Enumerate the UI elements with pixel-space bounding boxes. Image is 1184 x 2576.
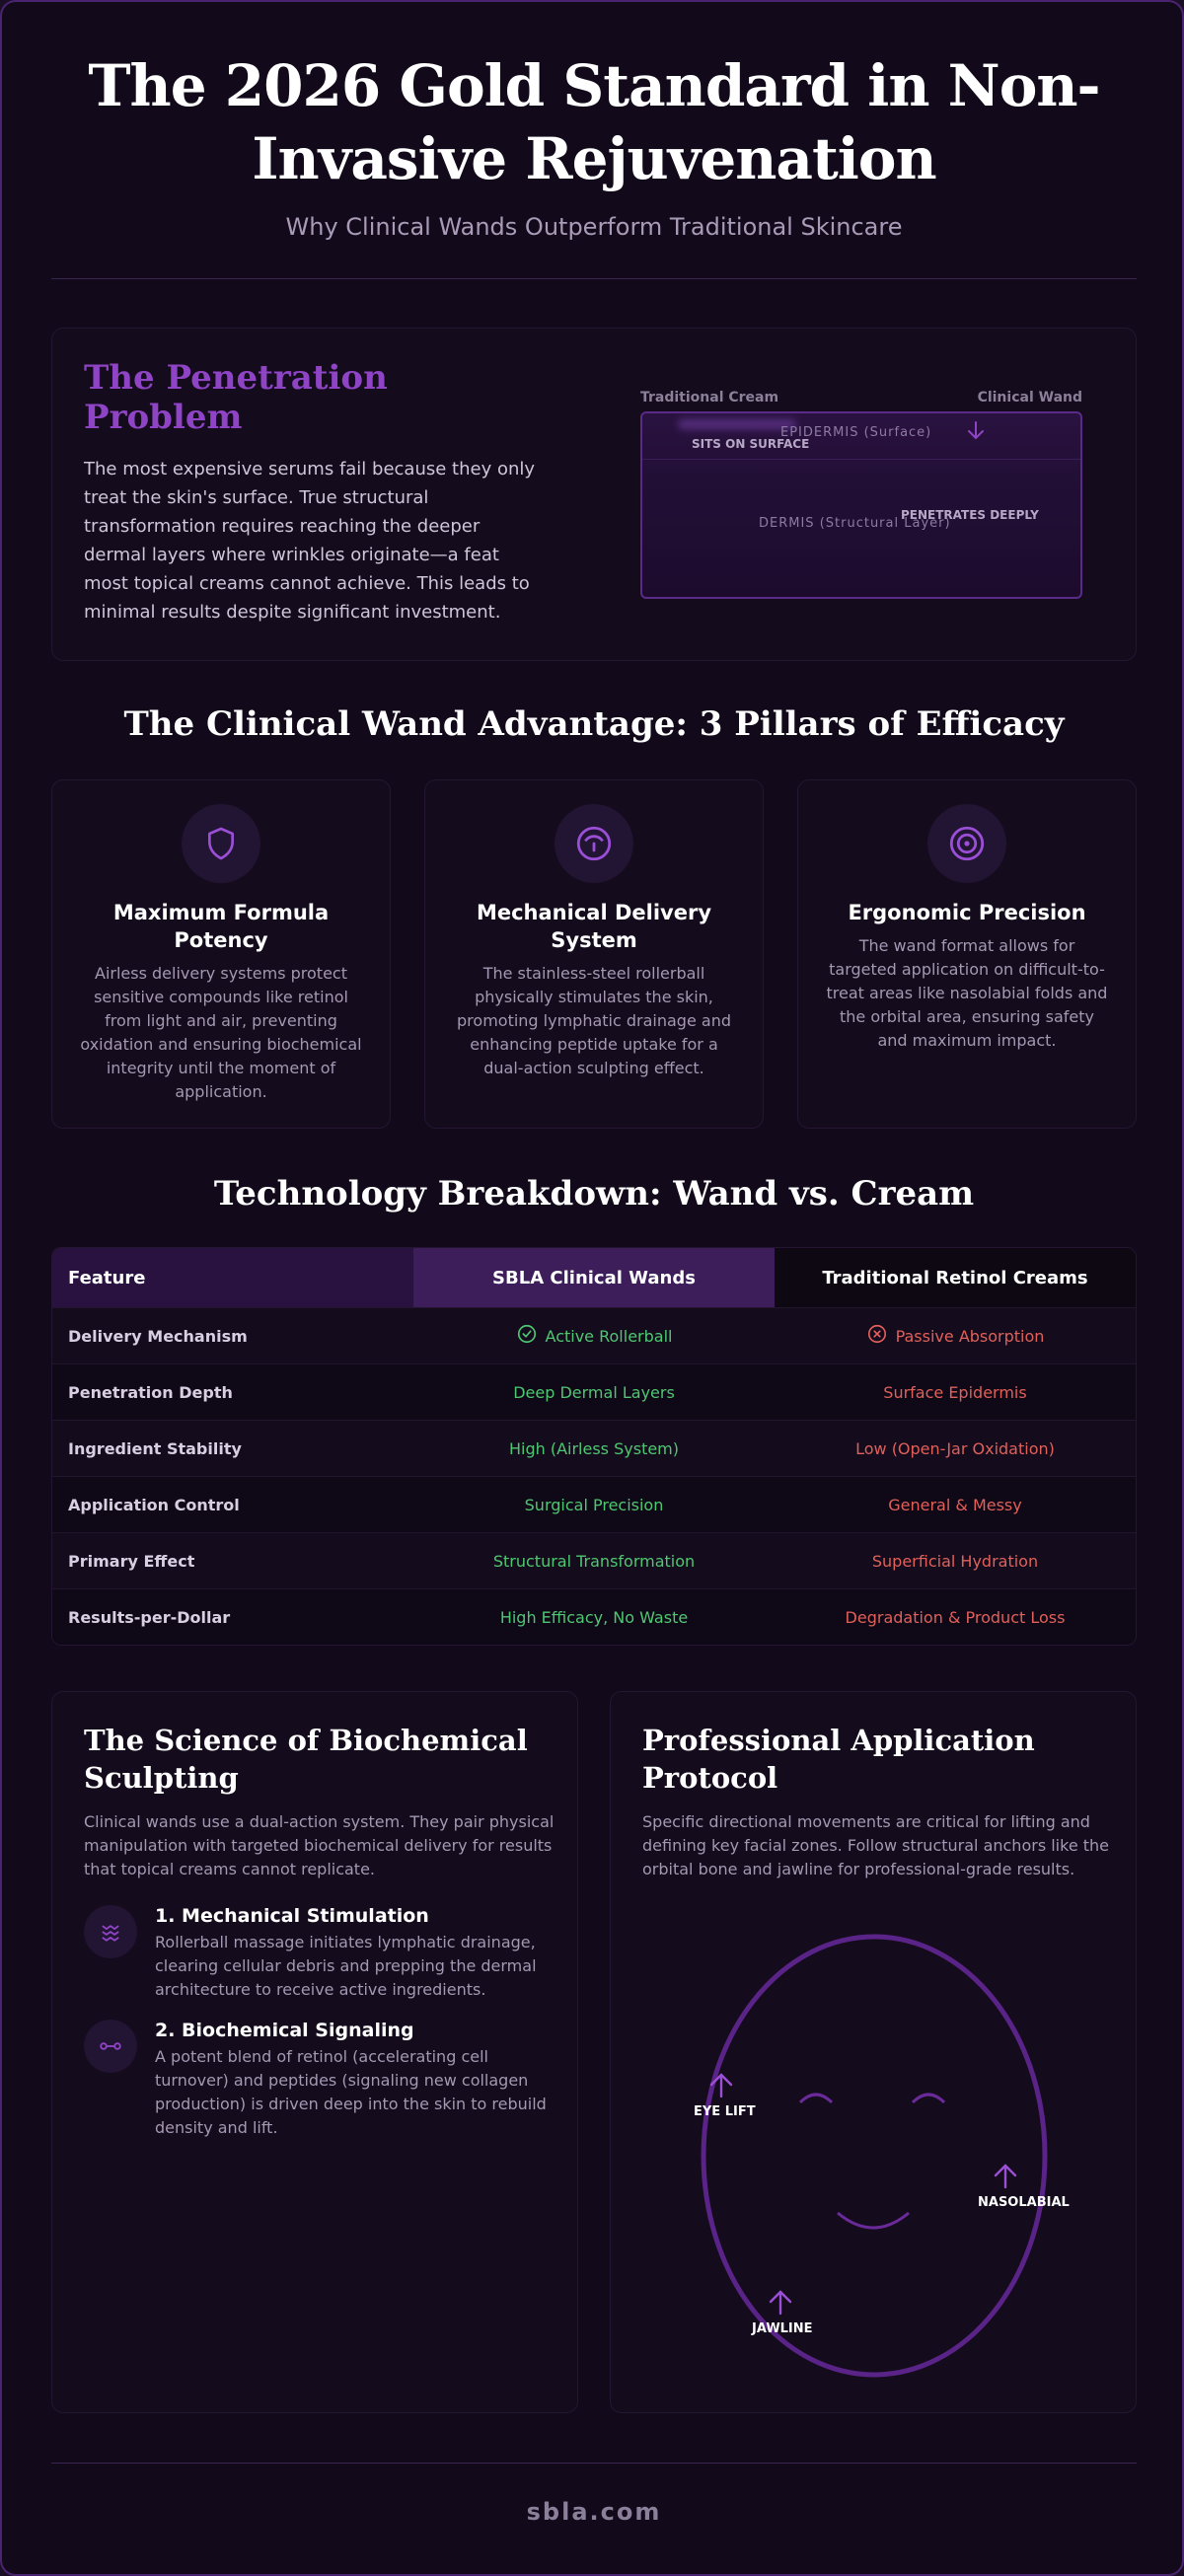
dermis-label: DERMIS (Structural Layer): [759, 516, 951, 531]
cream-value: Passive Absorption: [895, 1326, 1045, 1346]
table-header-cell: Feature: [52, 1248, 413, 1307]
feature-cell: Results-per-Dollar: [68, 1607, 231, 1627]
divider: [51, 278, 1137, 279]
hero: [51, 49, 1137, 241]
feature-cell: Primary Effect: [68, 1551, 195, 1571]
skin-layers-diagram: [640, 411, 1082, 599]
table-row: [52, 1476, 1136, 1532]
page-title: The 2026 Gold Standard in Non-Invasive Rejuvenation: [88, 52, 1100, 192]
pillar-body: The stainless-steel rollerball physically stimulates the skin, promoting lymphatic drainage and enhancing peptide uptake for a dual-action sculpting effect.: [457, 964, 731, 1077]
wand-value: Surgical Precision: [524, 1495, 664, 1514]
divider: [51, 2463, 1137, 2464]
table-row: [52, 1363, 1136, 1420]
cream-note: SITS ON SURFACE: [692, 437, 810, 451]
pillar-title: Ergonomic Precision: [848, 901, 1086, 924]
molecule-icon: [84, 2020, 137, 2073]
feature-cell: Application Control: [68, 1495, 240, 1514]
pillar-card: [797, 779, 1137, 1129]
pillar-card: [424, 779, 764, 1129]
science-card: [51, 1691, 578, 2413]
step-body: Rollerball massage initiates lymphatic drainage, clearing cellular debris and prepping the dermal architecture to receive active ingredients.: [155, 1933, 537, 1999]
epidermis-label: EPIDERMIS (Surface): [780, 425, 932, 440]
penetration-card: [51, 328, 1137, 661]
pillar-body: The wand format allows for targeted application on difficult-to-treat areas like nasolabial folds and the orbital area, ensuring safety and maximum impact.: [826, 936, 1108, 1050]
nasolabial-label: NASOLABIAL: [978, 2195, 1070, 2210]
cream-value: Surface Epidermis: [883, 1382, 1027, 1402]
science-intro: Clinical wands use a dual-action system. They pair physical manipulation with targeted biochemical delivery for results that topical creams cannot replicate.: [84, 1812, 555, 1878]
eye-lift-label: EYE LIFT: [694, 2104, 756, 2119]
table-title: Technology Breakdown: Wand vs. Cream: [213, 1174, 975, 1214]
protocol-title: Professional Application Protocol: [642, 1724, 1035, 1795]
table-header-cell: SBLA Clinical Wands: [413, 1248, 775, 1307]
table-header-cell: Traditional Retinol Creams: [775, 1248, 1136, 1307]
step-title: 1. Mechanical Stimulation: [155, 1905, 429, 1927]
jawline-label: JAWLINE: [752, 2321, 813, 2336]
arrow-up-icon: [771, 2292, 790, 2314]
arrow-up-icon: [996, 2166, 1015, 2187]
table-row: [52, 1532, 1136, 1588]
footer-site[interactable]: sbla.com: [526, 2498, 662, 2526]
layer-boundary: [642, 459, 1080, 460]
table-row: [52, 1420, 1136, 1476]
wand-value: Structural Transformation: [492, 1551, 696, 1571]
gauge-icon: [555, 804, 633, 883]
page-subtitle: Why Clinical Wands Outperform Traditional Skincare: [285, 213, 903, 241]
science-title: The Science of Biochemical Sculpting: [84, 1724, 528, 1795]
pillar-card: [51, 779, 391, 1129]
pillar-title: Maximum Formula Potency: [112, 901, 330, 952]
wand-value: High Efficacy, No Waste: [499, 1607, 689, 1627]
cream-value: Low (Open-Jar Oxidation): [855, 1438, 1055, 1458]
comparison-table: [51, 1247, 1137, 1646]
cream-column-label: Traditional Cream: [640, 390, 779, 405]
feature-cell: Ingredient Stability: [68, 1438, 242, 1458]
target-icon: [927, 804, 1006, 883]
shield-icon: [182, 804, 260, 883]
wand-value: Deep Dermal Layers: [513, 1382, 675, 1402]
cream-cell: [775, 1308, 1136, 1363]
feature-cell: Penetration Depth: [68, 1382, 233, 1402]
wand-value: Active Rollerball: [545, 1326, 673, 1346]
check-circle-icon: [516, 1323, 538, 1349]
table-header-row: [52, 1248, 1136, 1307]
step-body: A potent blend of retinol (accelerating cell turnover) and peptides (signaling new collagen production) is driven deep into the skin to rebuild density and lift.: [155, 2047, 547, 2137]
penetration-title: The Penetration Problem: [84, 358, 388, 437]
wand-note: PENETRATES DEEPLY: [901, 508, 1039, 522]
cream-residue: [678, 419, 796, 429]
cream-value: Superficial Hydration: [871, 1551, 1039, 1571]
x-circle-icon: [866, 1323, 888, 1349]
penetration-body: The most expensive serums fail because they only treat the skin's surface. True structural transformation requires reaching the deeper dermal layers where wrinkles originate—a feat most topical creams cannot achieve. This leads to minimal results despite significant investment.: [84, 459, 536, 623]
face-diagram: [611, 1692, 1138, 2414]
protocol-card: [610, 1691, 1137, 2413]
step-title: 2. Biochemical Signaling: [155, 2020, 414, 2041]
cream-value: General & Messy: [888, 1495, 1022, 1514]
wand-value: High (Airless System): [508, 1438, 680, 1458]
pillar-body: Airless delivery systems protect sensitive compounds like retinol from light and air, preventing oxidation and ensuring biochemical integrity until the moment of application.: [80, 964, 362, 1101]
wand-column-label: Clinical Wand: [977, 390, 1082, 405]
arrow-down-icon: [964, 419, 988, 447]
table-row: [52, 1588, 1136, 1645]
cream-value: Degradation & Product Loss: [845, 1607, 1066, 1627]
feature-cell: Delivery Mechanism: [68, 1326, 248, 1346]
pillars-title: The Clinical Wand Advantage: 3 Pillars of Efficacy: [123, 704, 1065, 744]
protocol-intro: Specific directional movements are critical for lifting and defining key facial zones. Follow structural anchors like the orbital bone and jawline for professional-grade results.: [642, 1812, 1110, 1878]
waves-icon: [84, 1905, 137, 1958]
wand-cell: [413, 1308, 775, 1363]
table-row: [52, 1307, 1136, 1363]
pillar-title: Mechanical Delivery System: [476, 901, 712, 952]
